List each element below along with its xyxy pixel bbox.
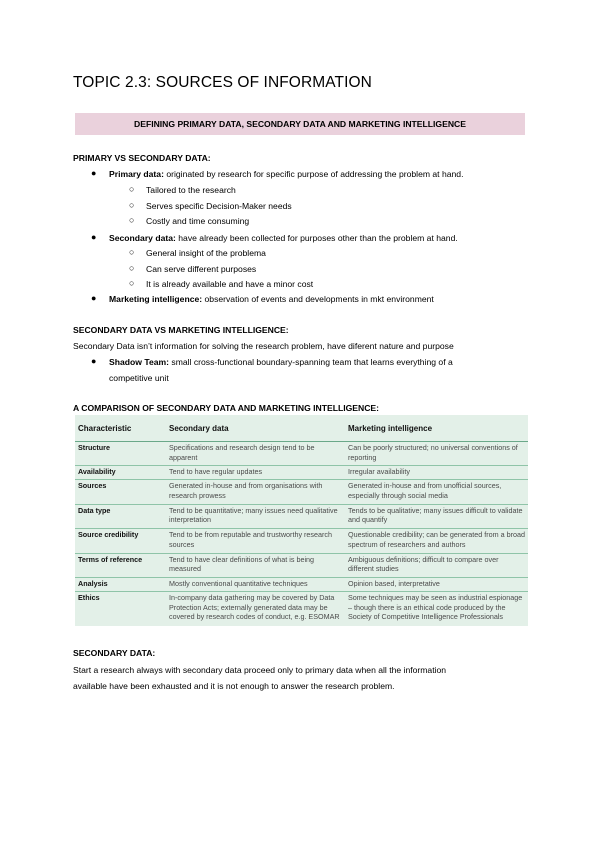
term-text: originated by research for specific purpose of addressing the problem at hand. [163,169,464,179]
list-item-continuation: competitive unit [109,373,169,383]
row-header: Ethics [78,592,100,602]
sub-bullet-icon: ○ [129,184,135,194]
row-header: Structure [75,442,166,466]
table-cell: Tend to be from reputable and trustworthy research sources [166,529,345,553]
section-banner: DEFINING PRIMARY DATA, SECONDARY DATA AND MARKETING INTELLIGENCE [75,113,525,135]
table-cell: Tend to have regular updates [166,466,345,480]
conclusion-line-2: available have been exhausted and it is not enough to answer the research problem. [73,681,395,691]
list-item-secondary [109,233,458,243]
secondary-data-heading: SECONDARY DATA: [73,648,156,658]
bullet-icon: ● [91,356,97,366]
sub-bullet-icon: ○ [129,278,135,288]
table-cell: Tends to be qualitative; many issues difficult to validate and quantify [345,504,528,528]
sub-bullet-icon: ○ [129,215,135,225]
table-row [75,578,528,592]
term-text: small cross-functional boundary-spanning team that learns everything of a [169,357,453,367]
comparison-heading: A COMPARISON OF SECONDARY DATA AND MARKETING INTELLIGENCE: [73,403,380,413]
page-title: TOPIC 2.3: SOURCES OF INFORMATION [73,74,372,91]
column-header: Secondary data [166,415,345,442]
table-row [75,466,528,480]
table-row [75,553,528,577]
list-item-marketing-intelligence [109,294,434,304]
table-cell: Generated in-house and from organisations with research prowess [166,480,345,504]
table-cell: Questionable credibility; can be generated from a broad spectrum of researchers and authors [345,529,528,553]
table-cell: Tend to be quantitative; many issues need qualitative interpretation [166,504,345,528]
sub-item: Costly and time consuming [146,216,250,226]
table-cell: Opinion based, interpretative [345,578,528,592]
table-cell: Irregular availability [345,466,528,480]
row-header: Data type [75,504,166,528]
conclusion-line-1: Start a research always with secondary data proceed only to primary data when all the information [73,665,447,675]
table-cell: Specifications and research design tend to be apparent [166,442,345,466]
row-header: Source credibility [75,529,166,553]
table-row [75,591,528,626]
table-row [75,504,528,528]
table-cell: Can be poorly structured; no universal conventions of reporting [345,442,528,466]
row-header: Sources [75,480,166,504]
sub-bullet-icon: ○ [129,263,135,273]
sub-bullet-icon: ○ [129,247,135,257]
bullet-icon: ● [91,232,97,242]
column-header: Marketing intelligence [345,415,528,442]
term-text: have already been collected for purposes other than the problem at hand. [175,233,458,243]
secondary-data-paragraph: Secondary Data isn’t information for solving the research problem, have diferent nature and purpose [73,341,454,351]
table-cell: Mostly conventional quantitative techniques [166,578,345,592]
sub-item: Can serve different purposes [146,264,257,274]
list-item-shadow-team [109,357,453,367]
row-header: Availability [75,466,166,480]
row-header: Terms of reference [75,553,166,577]
sub-item: It is already available and have a minor cost [146,279,314,289]
table-cell: Generated in-house and from unofficial sources, especially through social media [345,480,528,504]
sub-item: General insight of the problema [146,248,266,258]
row-header: Analysis [75,578,166,592]
secondary-vs-intelligence-heading: SECONDARY DATA VS MARKETING INTELLIGENCE: [73,325,289,335]
term-text: observation of events and developments in mkt environment [202,294,434,304]
table-header-row [75,415,528,442]
table-row [75,480,528,504]
term-label: Marketing intelligence: [109,294,203,304]
primary-vs-secondary-heading: PRIMARY VS SECONDARY DATA: [73,153,211,163]
column-header: Characteristic [75,415,166,442]
sub-item: Tailored to the research [146,185,236,195]
list-item-primary [109,169,463,179]
bullet-icon: ● [91,293,97,303]
sub-item: Serves specific Decision-Maker needs [146,201,292,211]
comparison-table [75,415,528,626]
bullet-icon: ● [91,168,97,178]
table-row [75,442,528,466]
table-cell: Some techniques may be seen as industrial espionage – though there is an ethical code produced by the Society of Competitive Intelligence Professionals [348,592,523,622]
term-label: Secondary data: [109,233,176,243]
sub-bullet-icon: ○ [129,200,135,210]
term-label: Primary data: [109,169,164,179]
table-cell: Ambiguous definitions; difficult to compare over different studies [345,553,528,577]
term-label: Shadow Team: [109,357,170,367]
table-row [75,529,528,553]
table-cell: Tend to have clear definitions of what is being measured [166,553,345,577]
table-cell: In-company data gathering may be covered by Data Protection Acts; externally generated data may be covered by research codes of conduct, e.g. ESOMAR [169,592,340,622]
